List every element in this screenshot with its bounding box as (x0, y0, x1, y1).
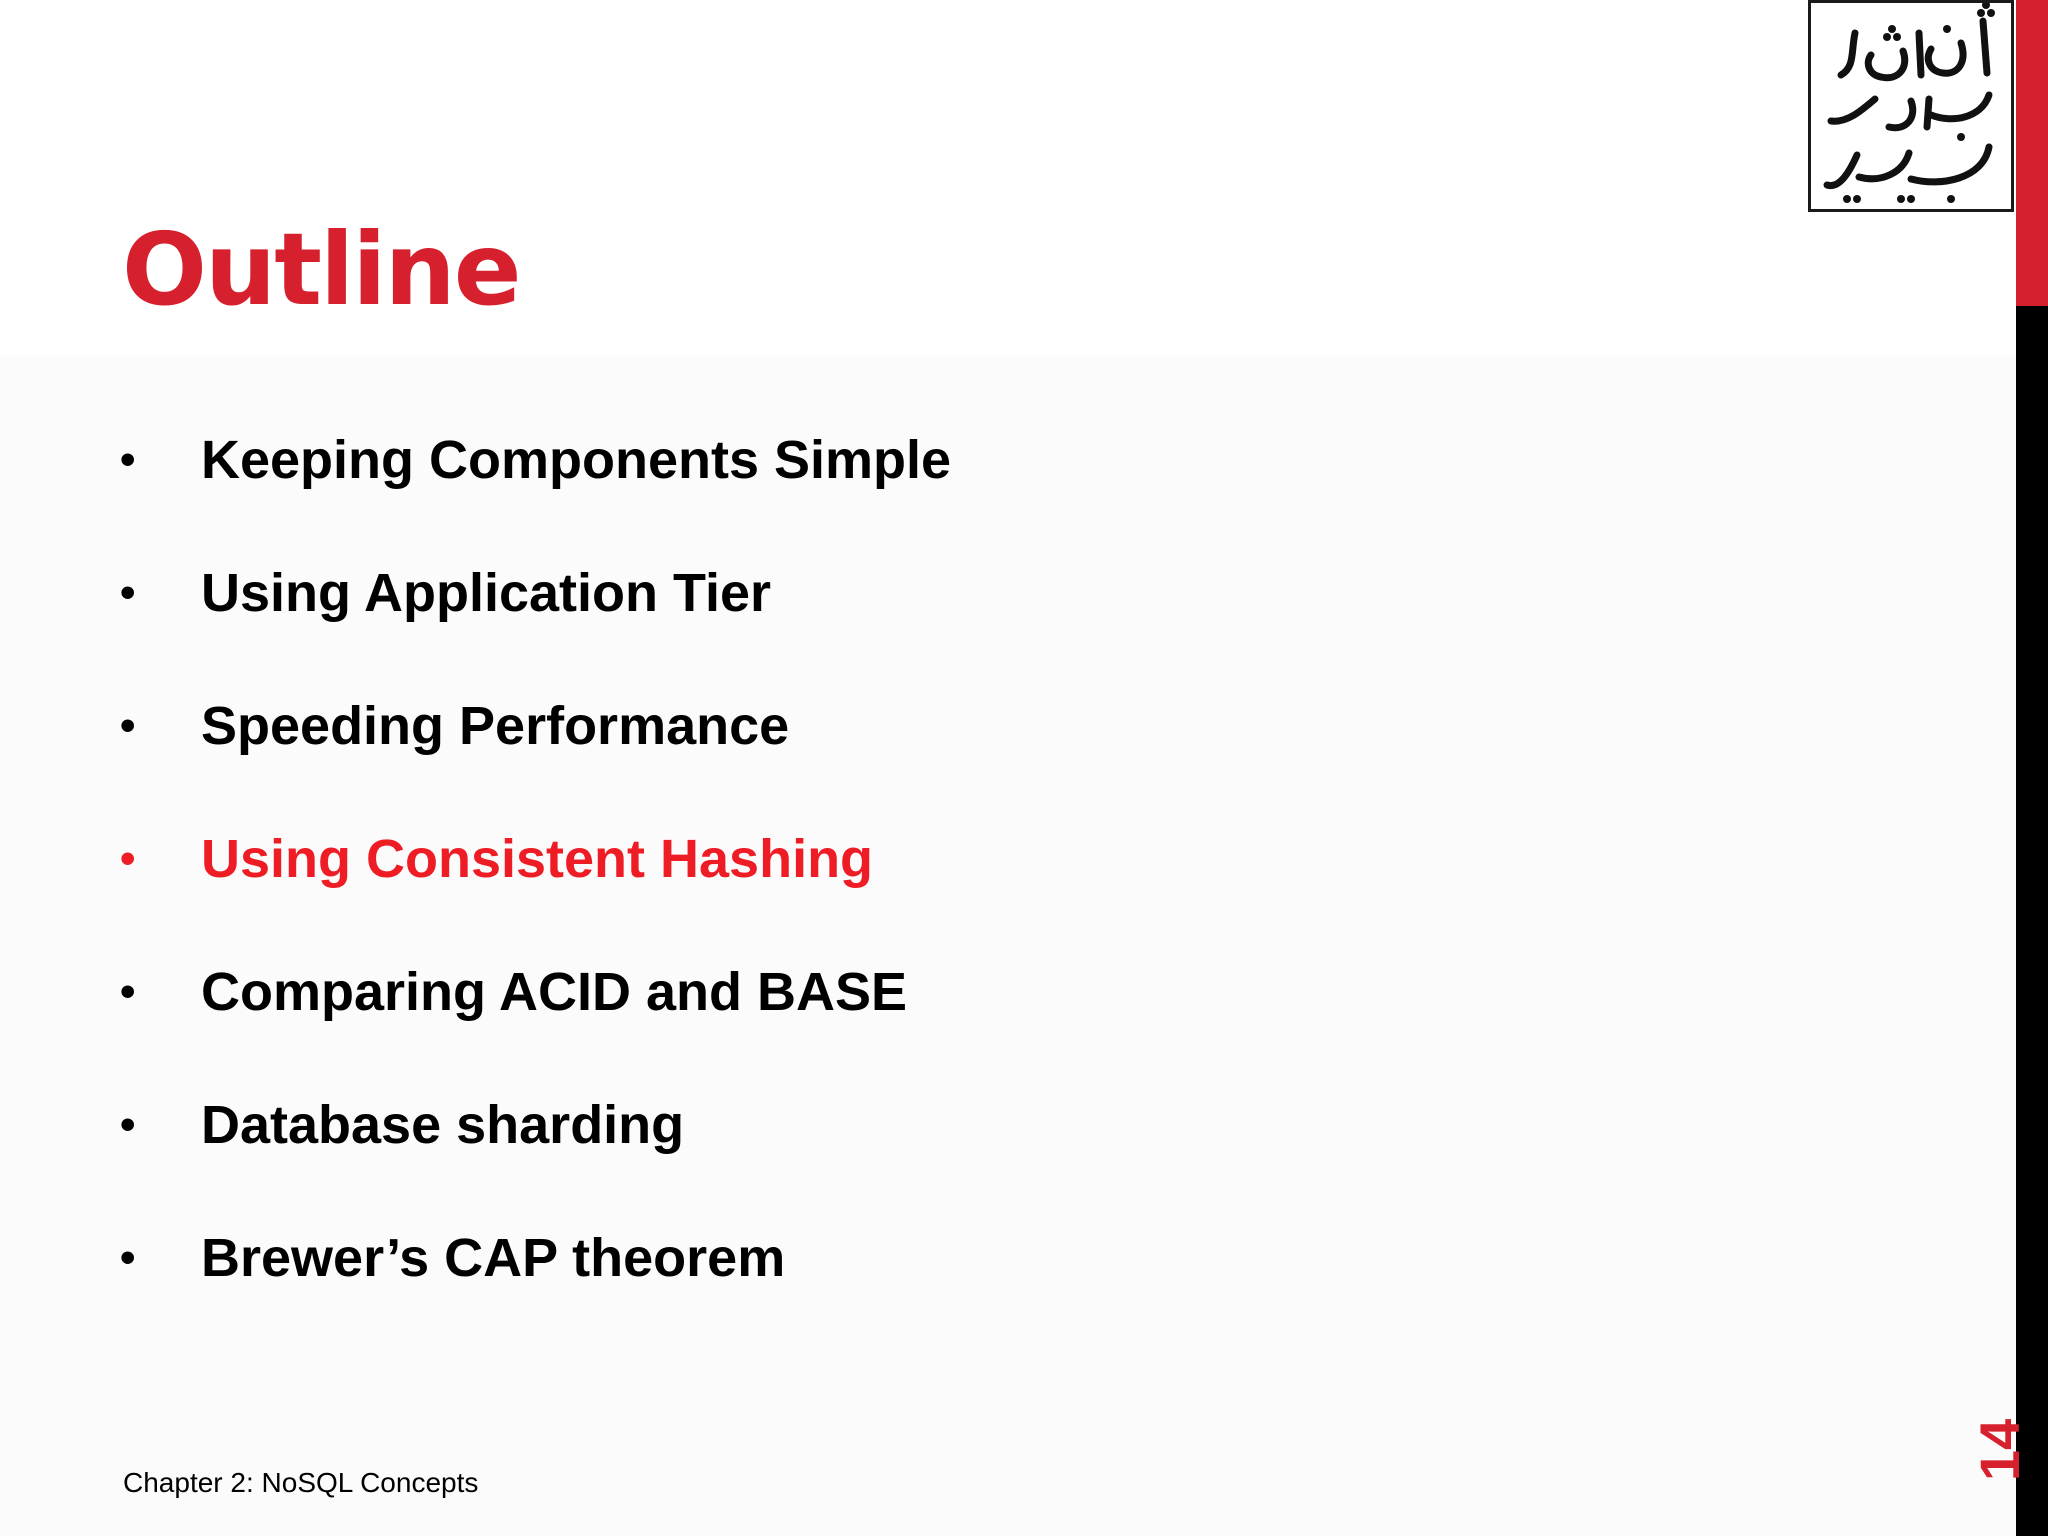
bullet-icon: • (120, 967, 136, 1016)
outline-item-label: Using Consistent Hashing (201, 829, 874, 889)
slide-title: Outline (122, 211, 520, 328)
outline-item-label: Using Application Tier (201, 563, 772, 623)
bullet-icon: • (120, 1100, 136, 1149)
bullet-icon: • (120, 1233, 136, 1282)
side-accent-bar-red (2016, 0, 2048, 306)
outline-item-label: Keeping Components Simple (201, 430, 952, 490)
bullet-icon: • (120, 435, 136, 484)
side-accent-bar-black (2016, 306, 2048, 1536)
outline-item-label: Speeding Performance (201, 696, 790, 756)
outline-item-label: Comparing ACID and BASE (201, 962, 908, 1022)
outline-item-label: Database sharding (201, 1095, 685, 1155)
calligraphy-logo-drawing (1811, 3, 2011, 209)
bullet-icon: • (120, 568, 136, 617)
outline-item-label: Brewer’s CAP theorem (201, 1228, 786, 1288)
university-logo-icon (1808, 0, 2014, 212)
slide-footer: Chapter 2: NoSQL Concepts (123, 1467, 479, 1498)
bullet-icon: • (120, 701, 136, 750)
bullet-icon: • (120, 834, 136, 883)
page-number: 14 (1968, 1418, 2031, 1482)
